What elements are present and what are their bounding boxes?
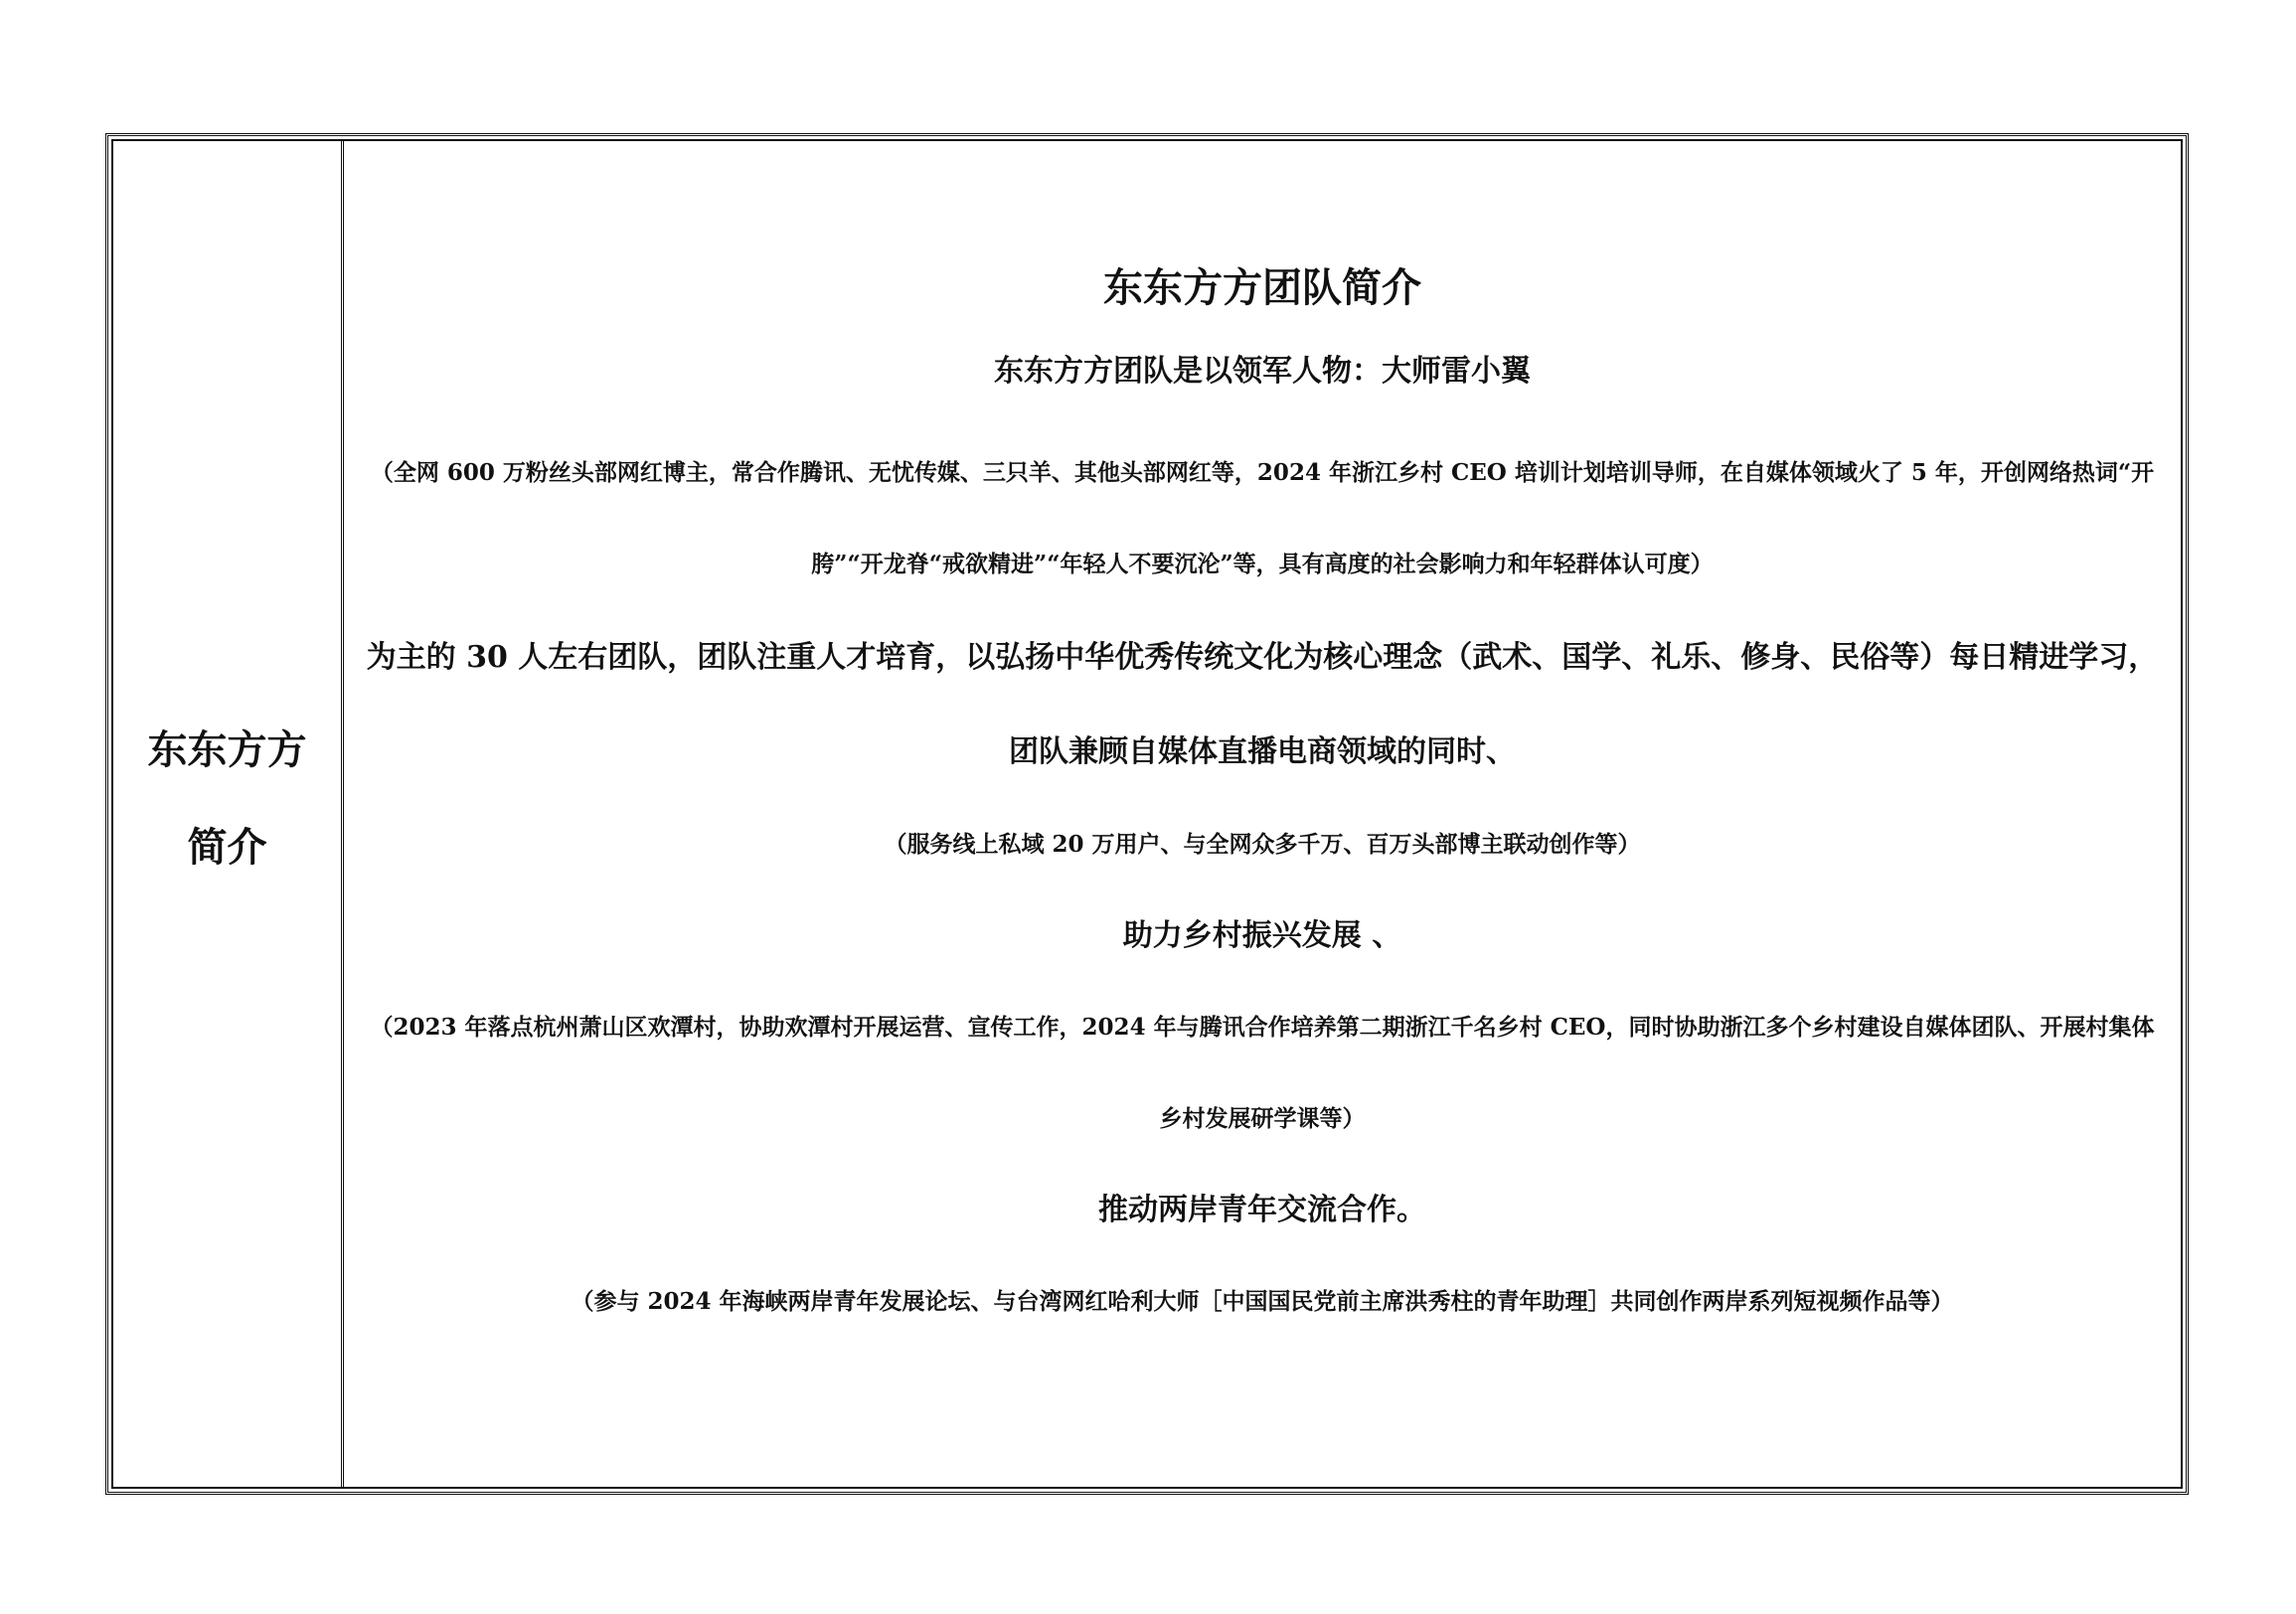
label-cell — [113, 141, 344, 1487]
cross-strait-point: 推动两岸青年交流合作。 — [1098, 1193, 1426, 1227]
section-title: 东东方方团队简介 — [1103, 264, 1421, 311]
intro-table — [105, 133, 2189, 1495]
cross-strait-note: （参与 2024 年海峡两岸青年发展论坛、与台湾网红哈利大师［中国国民党前主席洪秀柱的青年助理］共同创作两岸系列短视频作品等） — [571, 1288, 1954, 1315]
media-note: （服务线上私域 20 万用户、与全网众多千万、百万头部博主联动创作等） — [884, 831, 1641, 858]
leader-note: （全网 600 万粉丝头部网红博主，常合作腾讯、无忧传媒、三只羊、其他头部网红等，2024 年浙江乡村 CEO 培训计划培训导师，在自媒体领域火了 5 年，开创网络热词“开胯”“开龙脊“戒欲精进”“年轻人不要沉沦”等，具有高度的社会影响力和年轻群体认可度） — [370, 459, 2155, 577]
team-description: 为主的 30 人左右团队，团队注重人才培育，以弘扬中华优秀传统文化为核心理念（武术、国学、礼乐、修身、民俗等）每日精进学习，团队兼顾自媒体直播电商领域的同时、 — [366, 640, 2159, 769]
rural-note: （2023 年落点杭州萧山区欢潭村，协助欢潭村开展运营、宣传工作，2024 年与腾讯合作培养第二期浙江千名乡村 CEO，同时协助浙江多个乡村建设自媒体团队、开展村集体乡村发展研学课等） — [370, 1014, 2155, 1132]
lead-sentence: 东东方方团队是以领军人物：大师雷小翼 — [994, 354, 1531, 389]
content-cell — [344, 141, 2181, 1487]
row-label: 东东方方简介 — [147, 726, 307, 871]
rural-revitalization-point: 助力乡村振兴发展 、 — [1122, 918, 1402, 953]
intro-table-row — [111, 139, 2183, 1489]
